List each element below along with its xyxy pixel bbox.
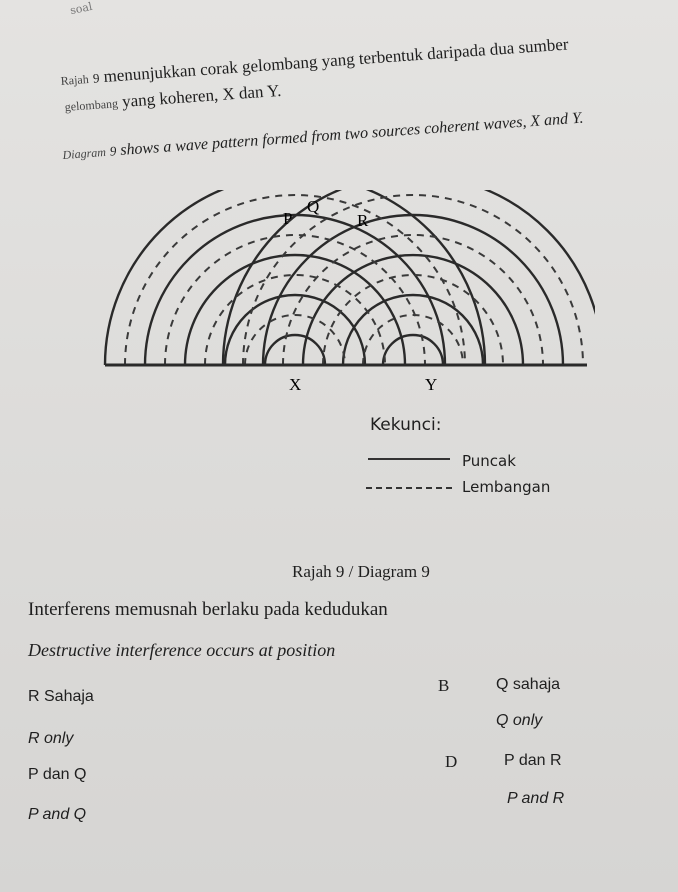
option-b-ms: Q sahaja bbox=[496, 676, 561, 693]
label-source-y: Y bbox=[425, 375, 438, 394]
question-line2: yang koheren, X dan Y. bbox=[121, 80, 282, 111]
question-prefix-ms: Rajah bbox=[60, 72, 90, 88]
question-number: 9 bbox=[92, 70, 100, 86]
option-c-ms: P dan Q bbox=[28, 766, 87, 783]
option-d-ms: P dan R bbox=[504, 752, 562, 769]
diagram-caption: Rajah 9 / Diagram 9 bbox=[292, 562, 430, 581]
trough-arc-x-4 bbox=[125, 195, 465, 365]
key-trough-line bbox=[366, 487, 452, 489]
label-r: R bbox=[357, 211, 369, 230]
option-b-letter: B bbox=[438, 676, 450, 695]
prompt-en: Destructive interference occurs at position bbox=[28, 640, 336, 660]
trough-arc-y-4 bbox=[243, 195, 583, 365]
key-crest-label: Puncak bbox=[462, 452, 516, 470]
label-q: Q bbox=[307, 197, 320, 216]
question-line1: menunjukkan corak gelombang yang terbentuk daripada dua sumber bbox=[102, 34, 570, 86]
option-a-en: R only bbox=[28, 730, 74, 747]
crest-arc-x-1 bbox=[265, 335, 325, 365]
question-prefix-en: Diagram bbox=[62, 144, 107, 162]
trough-arcs-y bbox=[243, 195, 583, 365]
corner-note: soal bbox=[68, 0, 94, 18]
option-b-en: Q only bbox=[496, 712, 543, 729]
key-crest-line bbox=[368, 458, 450, 460]
key-title: Kekunci: bbox=[370, 415, 442, 435]
wave-pattern-diagram bbox=[95, 190, 595, 400]
option-a-ms: R Sahaja bbox=[28, 688, 94, 705]
question-number-en: 9 bbox=[109, 143, 117, 159]
label-source-x: X bbox=[289, 375, 302, 394]
option-d-en: P and R bbox=[507, 790, 565, 807]
trough-arc-x-1 bbox=[245, 315, 345, 365]
option-c-en: P and Q bbox=[28, 806, 87, 823]
trough-arcs-x bbox=[125, 195, 465, 365]
question-line2-prefix: gelombang bbox=[64, 96, 119, 114]
question-en-line: shows a wave pattern formed from two sources coherent waves, X and Y. bbox=[119, 109, 585, 159]
crest-arc-y-1 bbox=[383, 335, 443, 365]
option-d-letter: D bbox=[445, 752, 458, 771]
prompt-ms: Interferens memusnah berlaku pada kedudukan bbox=[28, 599, 388, 620]
trough-arc-y-1 bbox=[363, 315, 463, 365]
label-p: P bbox=[283, 209, 293, 228]
key-trough-label: Lembangan bbox=[462, 478, 551, 496]
